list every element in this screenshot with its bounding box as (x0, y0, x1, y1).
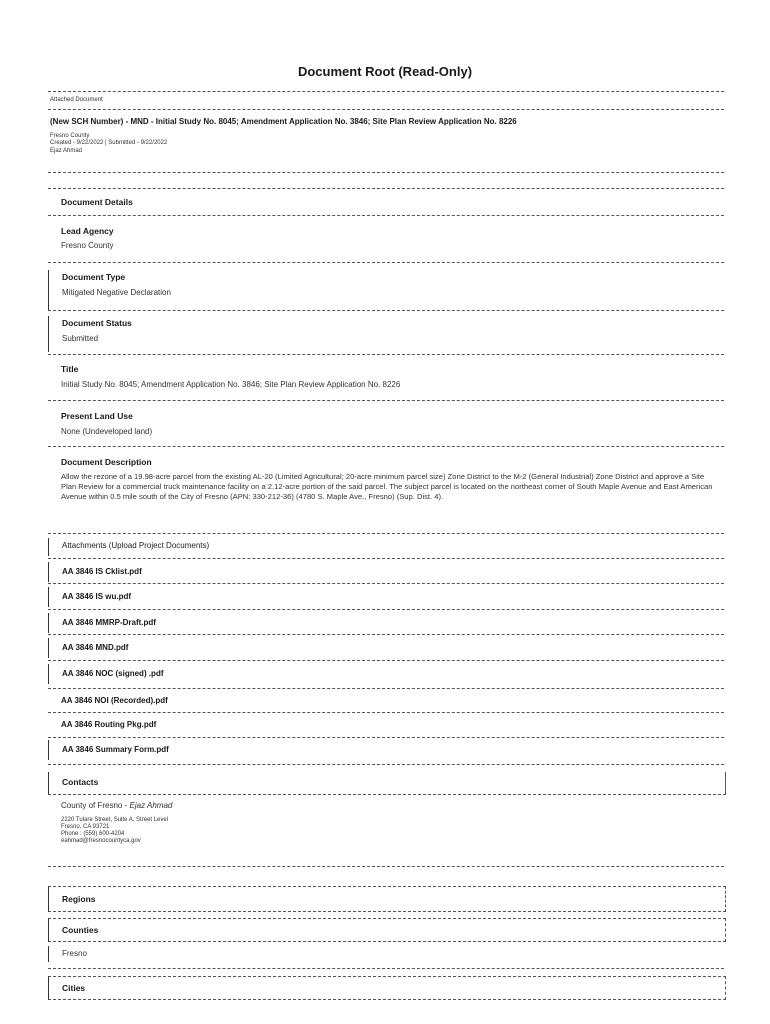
header-card (48, 91, 724, 174)
attachment-item[interactable] (48, 587, 725, 607)
contact-person: Ejaz Ahmad (129, 801, 173, 810)
contact-name-line: County of Fresno - Ejaz Ahmad (61, 801, 173, 810)
attached-document-caption: Attached Document (50, 97, 103, 103)
document-description-label: Document Description (61, 457, 152, 467)
contact-address2: Fresno, CA 93721 (61, 824, 110, 830)
attachment-item[interactable] (48, 691, 724, 711)
header-person: Ejaz Ahmad (50, 148, 83, 154)
document-status-field (48, 316, 725, 352)
attachment-link[interactable]: AA 3846 MMRP-Draft.pdf (62, 618, 156, 627)
attachment-item[interactable] (48, 715, 724, 735)
attachment-item[interactable] (48, 740, 725, 760)
attachments-label: Attachments (Upload Project Documents) (62, 541, 210, 550)
contact-org: County of Fresno (61, 801, 123, 810)
document-details-label: Document Details (61, 197, 133, 207)
title-field (48, 362, 724, 398)
contact-address1: 2220 Tulare Street, Suite A, Street Level (61, 817, 169, 823)
attachment-link[interactable]: AA 3846 IS Cklist.pdf (62, 567, 142, 576)
document-type-field (48, 270, 725, 310)
contact-card (48, 801, 724, 861)
document-description-value: Allow the rezone of a 19.98-acre parcel from the existing AL-20 (Limited Agricultural; 20-acre minimum parcel size) Zone District to the M-2 (General Industrial) Zone District and approve a Site Plan Review for a commercial truck maintenance facility on a 2.12-acre portion of the said parcel. The subject parcel is located on the northeast corner of South Maple Avenue and East American Avenue within 0.5 mile south of the City of Fresno (APN: 330-212-36) (4780 S. Maple Ave., Fresno) (Sup. Dist. 4). (61, 472, 713, 501)
attachment-link[interactable]: AA 3846 NOC (signed) .pdf (62, 669, 164, 678)
contacts-label: Contacts (62, 777, 99, 787)
document-status-label: Document Status (62, 318, 132, 328)
document-heading[interactable]: (New SCH Number) - MND - Initial Study No. 8045; Amendment Application No. 3846; Site Plan Review Application No. 8226 (50, 117, 517, 126)
lead-agency-field (48, 226, 724, 262)
attachments-header (48, 538, 725, 556)
title-value: Initial Study No. 8045; Amendment Application No. 3846; Site Plan Review Application No. 8226 (61, 380, 401, 389)
document-status-value: Submitted (62, 334, 99, 343)
contact-email[interactable]: eahmad@fresnocountyca.gov (61, 838, 141, 844)
attachment-link[interactable]: AA 3846 MND.pdf (62, 643, 129, 652)
attachment-item[interactable] (48, 613, 725, 633)
cities-header[interactable] (48, 976, 726, 1000)
county-value: Fresno (62, 949, 87, 958)
present-land-use-label: Present Land Use (61, 411, 133, 421)
document-type-label: Document Type (62, 272, 126, 282)
lead-agency-label: Lead Agency (61, 226, 114, 236)
attachment-item[interactable] (48, 664, 725, 684)
counties-label: Counties (62, 925, 99, 935)
document-type-value: Mitigated Negative Declaration (62, 288, 171, 297)
page-title: Document Root (Read-Only) (297, 64, 473, 79)
title-label: Title (61, 364, 79, 374)
attachment-item[interactable] (48, 638, 725, 658)
attachment-link[interactable]: AA 3846 NOI (Recorded).pdf (61, 696, 168, 705)
attachment-item[interactable] (48, 562, 725, 582)
lead-agency-value: Fresno County (61, 241, 114, 250)
regions-label: Regions (62, 894, 96, 904)
cities-label: Cities (62, 983, 86, 993)
document-description-field (48, 455, 724, 525)
attachment-link[interactable]: AA 3846 IS wu.pdf (62, 592, 132, 601)
document-details-header[interactable] (48, 188, 724, 216)
attachment-link[interactable]: AA 3846 Summary Form.pdf (62, 745, 169, 754)
header-agency: Fresno County (50, 133, 90, 139)
present-land-use-value: None (Undeveloped land) (61, 427, 153, 436)
county-item (48, 946, 725, 962)
contact-phone: Phone : (559) 600-4204 (61, 831, 125, 837)
present-land-use-field (48, 409, 724, 445)
regions-header[interactable] (48, 886, 726, 912)
contacts-header[interactable] (48, 772, 726, 795)
attachment-link[interactable]: AA 3846 Routing Pkg.pdf (61, 720, 157, 729)
counties-header[interactable] (48, 918, 726, 942)
header-dates: Created - 9/22/2022 | Submitted - 9/22/2022 (50, 140, 168, 146)
